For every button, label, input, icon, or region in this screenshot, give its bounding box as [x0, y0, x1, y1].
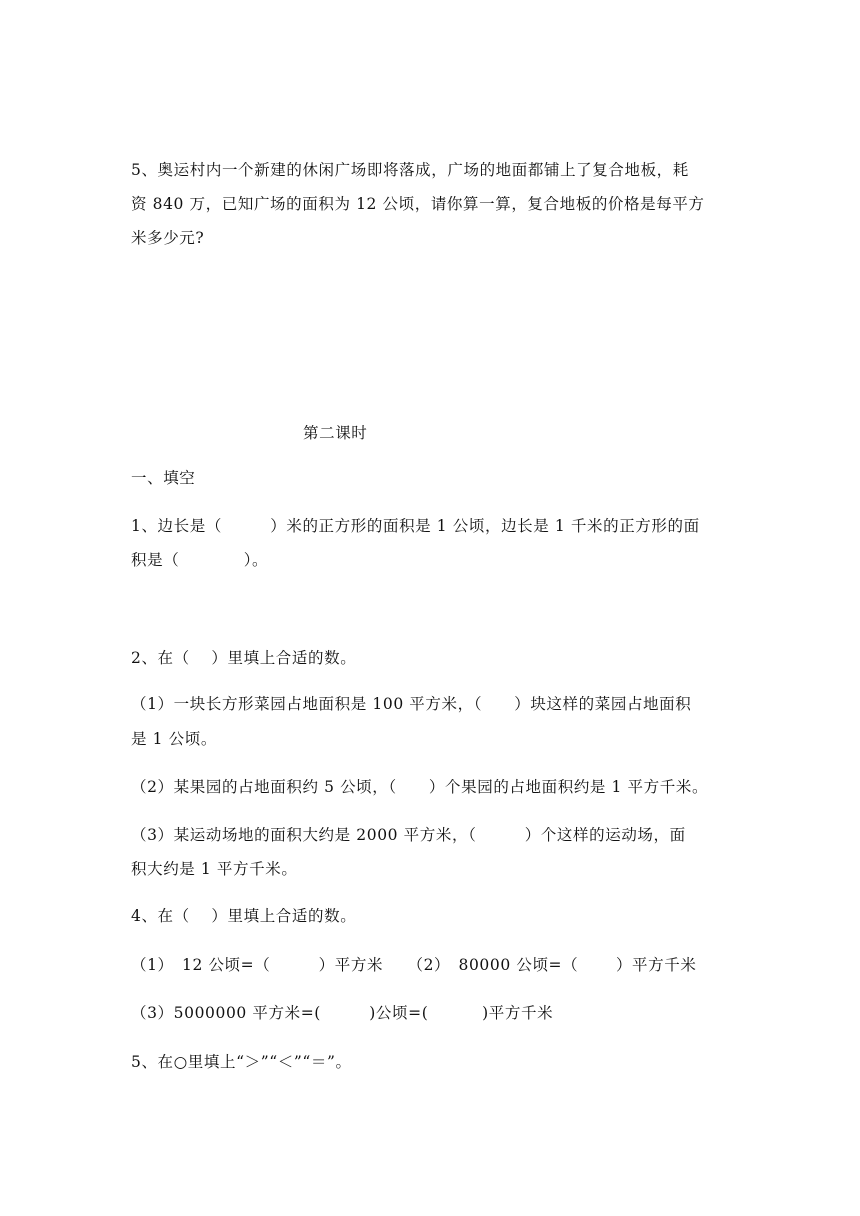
q1-line1: 1、边长是（ ）米的正方形的面积是 1 公顷，边长是 1 千米的正方形的面 [131, 517, 700, 535]
q5-prev-line1: 5、奥运村内一个新建的休闲广场即将落成，广场的地面都铺上了复合地板，耗 [131, 161, 689, 179]
q5-prev-line2: 资 840 万，已知广场的面积为 12 公顷，请你算一算，复合地板的价格是每平方 [131, 195, 705, 213]
q5-title: 5、在○里填上“＞”“＜”“＝”。 [131, 1053, 352, 1071]
q2-p1-line1: （1）一块长方形菜园占地面积是 100 平方米，（ ）块这样的菜园占地面积 [131, 695, 692, 713]
q2-p2: （2）某果园的占地面积约 5 公顷，（ ）个果园的占地面积约是 1 平方千米。 [131, 778, 709, 796]
q2-p3-line2: 积大约是 1 平方千米。 [131, 860, 298, 878]
q4-row2: （3）5000000 平方米=( )公顷=( )平方千米 [131, 1004, 554, 1022]
q4-row1: （1） 12 公顷=（ ）平方米 （2） 80000 公顷=（ ）平方千米 [131, 956, 697, 974]
q4-title: 4、在（ ）里填上合适的数。 [131, 907, 357, 925]
q2-title: 2、在（ ）里填上合适的数。 [131, 649, 357, 667]
section-title: 一、填空 [131, 469, 196, 487]
lesson-title: 第二课时 [303, 424, 368, 442]
q5-prev-line3: 米多少元? [131, 229, 205, 247]
q2-p3-line1: （3）某运动场地的面积大约是 2000 平方米，（ ）个这样的运动场，面 [131, 826, 686, 844]
q2-p1-line2: 是 1 公顷。 [131, 730, 217, 748]
q1-line2: 积是（ ）。 [131, 551, 269, 569]
